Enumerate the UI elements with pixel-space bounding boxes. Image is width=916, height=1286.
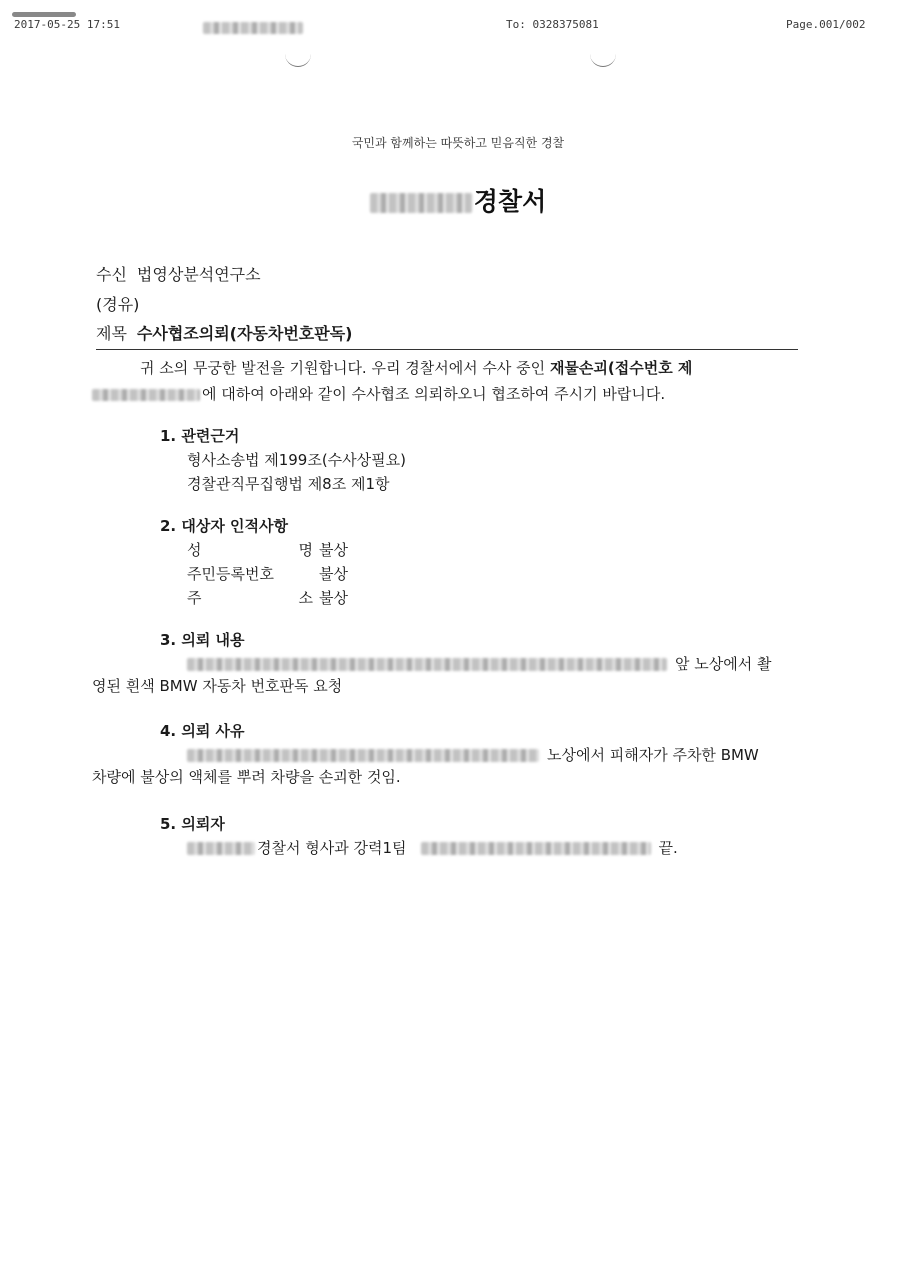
redacted-station-name [370,193,472,213]
field-label-part: 주 [187,589,202,607]
section-request-reason [160,719,759,767]
field-label [187,586,313,610]
request-content-text: 앞 노상에서 촬 [675,655,772,673]
field-value: 불상 [319,541,348,559]
subject-info-row [160,538,348,562]
punch-hole-left [285,52,311,67]
subject-info-row [160,586,348,610]
fax-header [0,18,916,38]
intro-line-2 [92,381,804,407]
requester-unit: 경찰서 형사과 강력1팀 [257,839,407,857]
redacted-datetime-location [187,658,667,671]
police-station-title [0,182,916,218]
intro-text-b: 에 대하여 아래와 같이 수사협조 의뢰하오니 협조하여 주시기 바랍니다. [202,385,666,403]
recipient-line [96,262,261,285]
field-value: 불상 [319,565,348,583]
section-legal-basis [160,424,406,496]
subject-line [96,321,798,350]
document-end-mark: 끝. [658,839,678,857]
field-label-part: 명 [298,541,313,559]
section-title: 4. 의뢰 사유 [160,722,245,740]
field-label [187,538,313,562]
recipient-name: 법영상분석연구소 [136,265,261,284]
punch-hole-right [590,52,616,67]
intro-text-a: 귀 소의 무궁한 발전을 기원합니다. 우리 경찰서에서 수사 중인 [140,359,550,377]
section-request-content [160,628,771,676]
legal-basis-item: 형사소송법 제199조(수사상필요) [187,451,406,469]
paper-clip-mark [12,12,76,17]
subject-info-row [160,562,348,586]
redacted-incident-details [187,749,539,762]
intro-case-type: 재물손괴(접수번호 제 [549,359,693,377]
legal-basis-item: 경찰관직무집행법 제8조 제1항 [187,475,390,493]
field-label-part: 성 [187,541,202,559]
redacted-officer-contact [421,842,651,855]
request-reason-text: 노상에서 피해자가 주차한 BMW [547,746,759,764]
section-title: 1. 관련근거 [160,427,240,445]
slogan: 국민과 함께하는 따뜻하고 믿음직한 경찰 [351,136,565,150]
fax-page-number: Page.001/002 [786,18,866,31]
subject-label: 제목 [96,324,127,343]
redacted-case-number [92,389,200,401]
recipient-label: 수신 [96,265,127,284]
station-suffix: 경찰서 [473,187,547,216]
section-requester [160,812,678,860]
fax-date: 2017-05-25 17:51 [14,18,120,31]
field-label: 주민등록번호 [187,565,274,583]
requester-line [160,836,678,860]
field-label-part: 소 [298,589,313,607]
request-content-line [160,652,771,676]
intro-line-1 [92,355,804,381]
redacted-sender [203,22,303,34]
section-title: 5. 의뢰자 [160,815,225,833]
section-subject-info [160,514,348,610]
redacted-station [187,842,255,855]
request-reason-line [160,743,759,767]
field-value: 불상 [319,589,348,607]
fax-recipient-number: To: 0328375081 [506,18,599,31]
section-title: 3. 의뢰 내용 [160,631,245,649]
intro-paragraph [92,355,804,407]
via-line: (경유) [96,295,140,314]
request-reason-continued: 차량에 불상의 액체를 뿌려 차량을 손괴한 것임. [92,768,401,786]
request-content-continued: 영된 흰색 BMW 자동차 번호판독 요청 [92,677,343,695]
section-title: 2. 대상자 인적사항 [160,517,289,535]
subject-text: 수사협조의뢰(자동차번호판독) [136,324,353,343]
